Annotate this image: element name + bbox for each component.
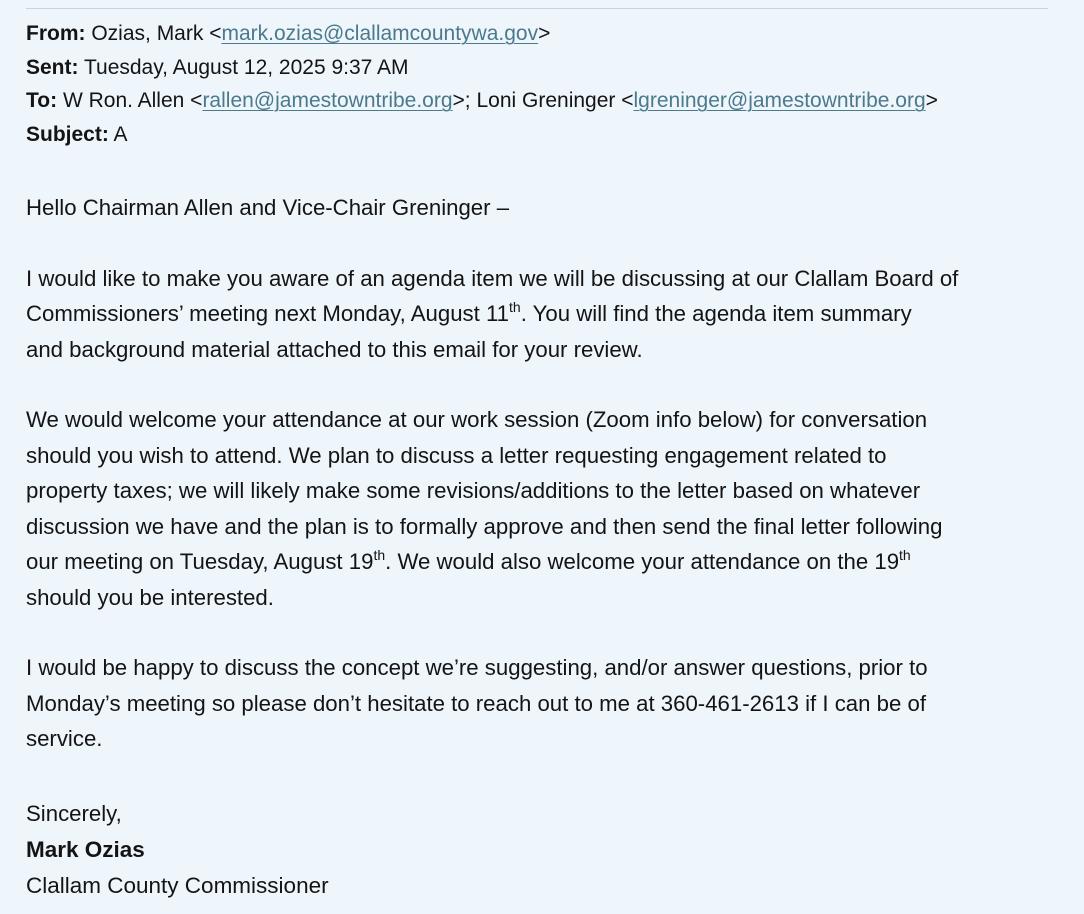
to-1-email-link[interactable]: rallen@jamestowntribe.org — [202, 89, 453, 112]
p3-line-1: I would be happy to discuss the concept we’re suggesting, and/or answer questions, prior to — [26, 655, 928, 680]
p2-line-5: our meeting on Tuesday, August 19th. We would also welcome your attendance on the 19th — [26, 547, 911, 574]
paragraph-1 — [26, 261, 1066, 368]
to-2-name: Loni Greninger — [476, 89, 616, 112]
p2-line-3: property taxes; we will likely make some revisions/additions to the letter based on whatever — [26, 478, 921, 503]
to-1-name: W Ron. Allen — [62, 89, 185, 112]
p2-line-1: We would welcome your attendance at our work session (Zoom info below) for conversation — [26, 407, 928, 432]
subject-line — [26, 118, 1066, 152]
signature-title: Clallam County Commissioner — [26, 872, 329, 898]
p3-line-2: Monday’s meeting so please don’t hesitate to reach out to me at 360-461-2613 if I can be of — [26, 690, 926, 716]
p2-line-4: discussion we have and the plan is to formally approve and then send the final letter following — [26, 513, 943, 539]
to-2-email-link[interactable]: lgreninger@jamestowntribe.org — [633, 89, 926, 112]
p2-line-2: should you wish to attend. We plan to discuss a letter requesting engagement related to — [26, 442, 887, 468]
sent-value: Tuesday, August 12, 2025 9:37 AM — [83, 55, 409, 79]
sent-line — [26, 51, 1066, 85]
header-divider — [26, 8, 1048, 9]
from-line: From: Ozias, Mark <mark.ozias@clallamcountywa.gov> — [26, 22, 551, 45]
from-name: Ozias, Mark — [91, 22, 204, 45]
sent-label: Sent: — [26, 55, 79, 79]
paragraph-3 — [26, 650, 1066, 757]
greeting: Hello Chairman Allen and Vice-Chair Greninger – — [26, 195, 510, 220]
paragraph-2 — [26, 402, 1066, 615]
from-email-link[interactable]: mark.ozias@clallamcountywa.gov — [221, 22, 539, 45]
signature-block — [26, 796, 329, 905]
subject-value: A — [113, 122, 128, 146]
p1-line-2: Commissioners’ meeting next Monday, August 11th. You will find the agenda item summary — [26, 299, 912, 326]
signature-name: Mark Ozias — [26, 836, 145, 862]
to-line: To: W Ron. Allen <rallen@jamestowntribe.org>; Loni Greninger <lgreninger@jamestowntribe.org> — [26, 89, 938, 112]
to-label: To: — [26, 89, 58, 112]
p2-line-6: should you be interested. — [26, 584, 274, 610]
email-body — [26, 190, 1066, 792]
subject-label: Subject: — [26, 122, 109, 146]
p1-line-3: and background material attached to this email for your review. — [26, 336, 643, 362]
email-header — [26, 17, 1066, 151]
p1-line-1: I would like to make you aware of an agenda item we will be discussing at our Clallam Board of — [26, 265, 959, 291]
from-label: From: — [26, 22, 86, 45]
closing: Sincerely, — [26, 801, 122, 826]
p3-line-3: service. — [26, 726, 103, 751]
